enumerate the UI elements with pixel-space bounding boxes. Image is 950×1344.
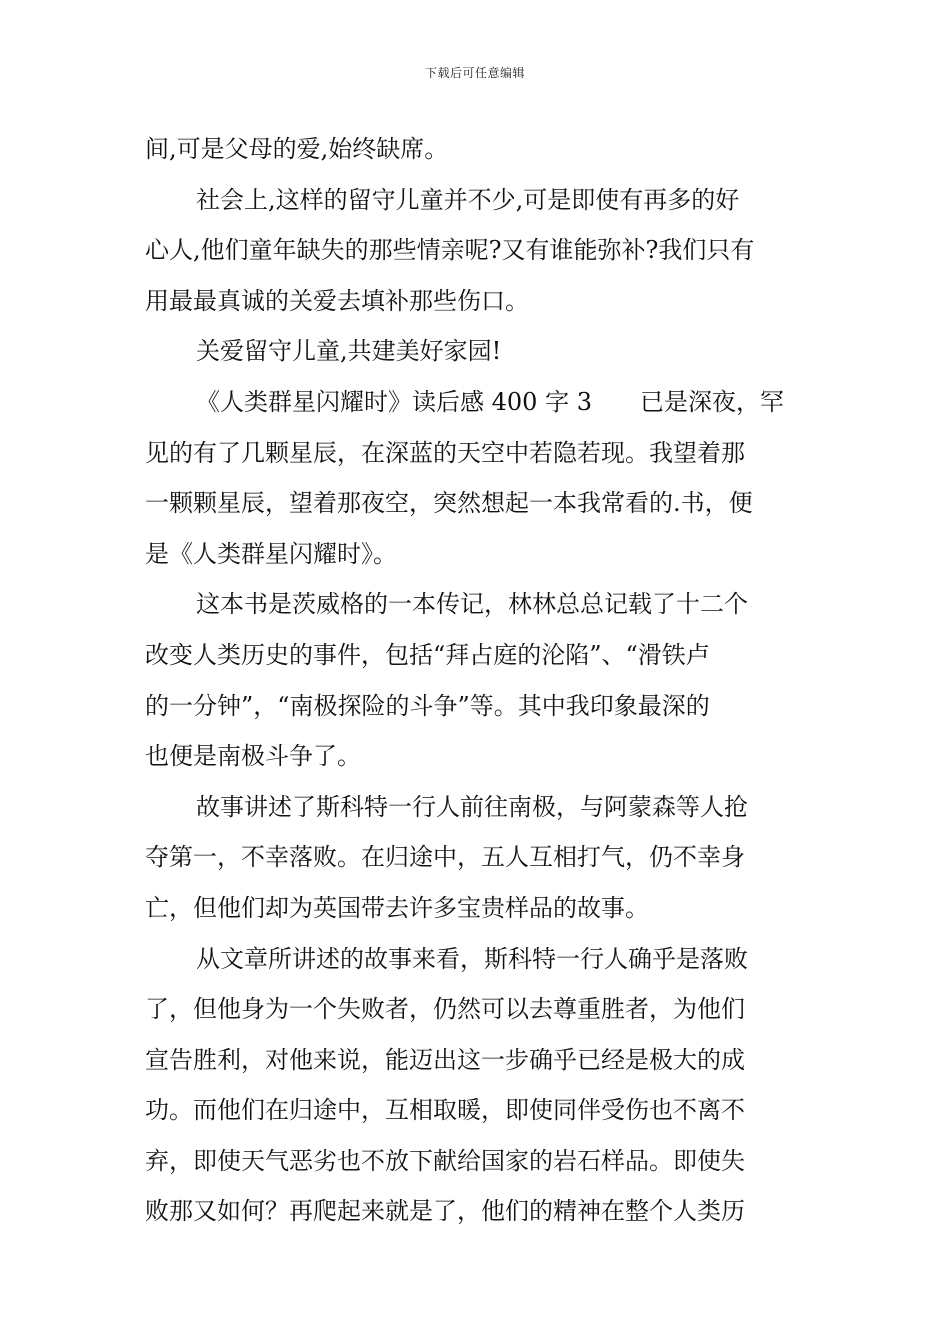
paragraph xyxy=(145,934,807,1238)
text-line: 弃，即使天气恶劣也不放下献给国家的岩石样品。即使失 xyxy=(145,1146,745,1175)
text-line: 了，但他身为一个失败者，仍然可以去尊重胜者，为他们 xyxy=(145,995,745,1024)
paragraph xyxy=(145,579,807,781)
paragraph xyxy=(145,124,807,175)
text-line: 见的有了几颗星辰，在深蓝的天空中若隐若现。我望着那 xyxy=(145,438,745,467)
text-line: 功。而他们在归途中，互相取暖，即使同伴受伤也不离不 xyxy=(145,1096,745,1125)
text-line: 一颗颗星辰，望着那夜空，突然想起一本我常看的.书，便 xyxy=(145,489,753,518)
text-line: 败那又如何？再爬起来就是了，他们的精神在整个人类历 xyxy=(145,1197,745,1226)
text-line: 从文章所讲述的故事来看，斯科特一行人确乎是落败 xyxy=(196,944,748,973)
text-line: 关爱留守儿童,共建美好家园! xyxy=(196,337,502,366)
text-line: 改变人类历史的事件，包括“拜占庭的沦陷”、“滑铁卢 xyxy=(145,640,710,669)
text-line: 也便是南极斗争了。 xyxy=(145,742,361,771)
text-line: 的一分钟”，“南极探险的斗争”等。其中我印象最深的 xyxy=(145,691,710,720)
text-line: 间,可是父母的爱,始终缺席。 xyxy=(145,135,449,163)
text-line: 夺第一，不幸落败。在归途中，五人互相打气，仍不幸身 xyxy=(145,843,745,872)
text-line: 故事讲述了斯科特一行人前往南极，与阿蒙森等人抢 xyxy=(196,792,748,821)
paragraph xyxy=(145,175,807,327)
paragraph xyxy=(145,782,807,934)
text-line: 这本书是茨威格的一本传记，林林总总记载了十二个 xyxy=(196,590,748,619)
text-line: 用最最真诚的关爱去填补那些伤口。 xyxy=(145,286,529,315)
text-line: 心人,他们童年缺失的那些情亲呢?又有谁能弥补?我们只有 xyxy=(145,236,755,265)
text-line: 亡，但他们却为英国带去许多宝贵样品的故事。 xyxy=(145,893,649,922)
text-line: 社会上,这样的留守儿童并不少,可是即使有再多的好 xyxy=(196,185,740,214)
page-header: 下载后可任意编辑 xyxy=(424,66,525,80)
text-line: 《人类群星闪耀时》读后感 400 字 3 已是深夜，罕 xyxy=(196,387,784,416)
paragraph xyxy=(145,377,807,579)
text-line: 是《人类群星闪耀时》。 xyxy=(145,539,397,568)
document-body xyxy=(145,124,807,1237)
paragraph xyxy=(145,326,807,377)
text-line: 宣告胜利，对他来说，能迈出这一步确乎已经是极大的成 xyxy=(145,1045,745,1074)
